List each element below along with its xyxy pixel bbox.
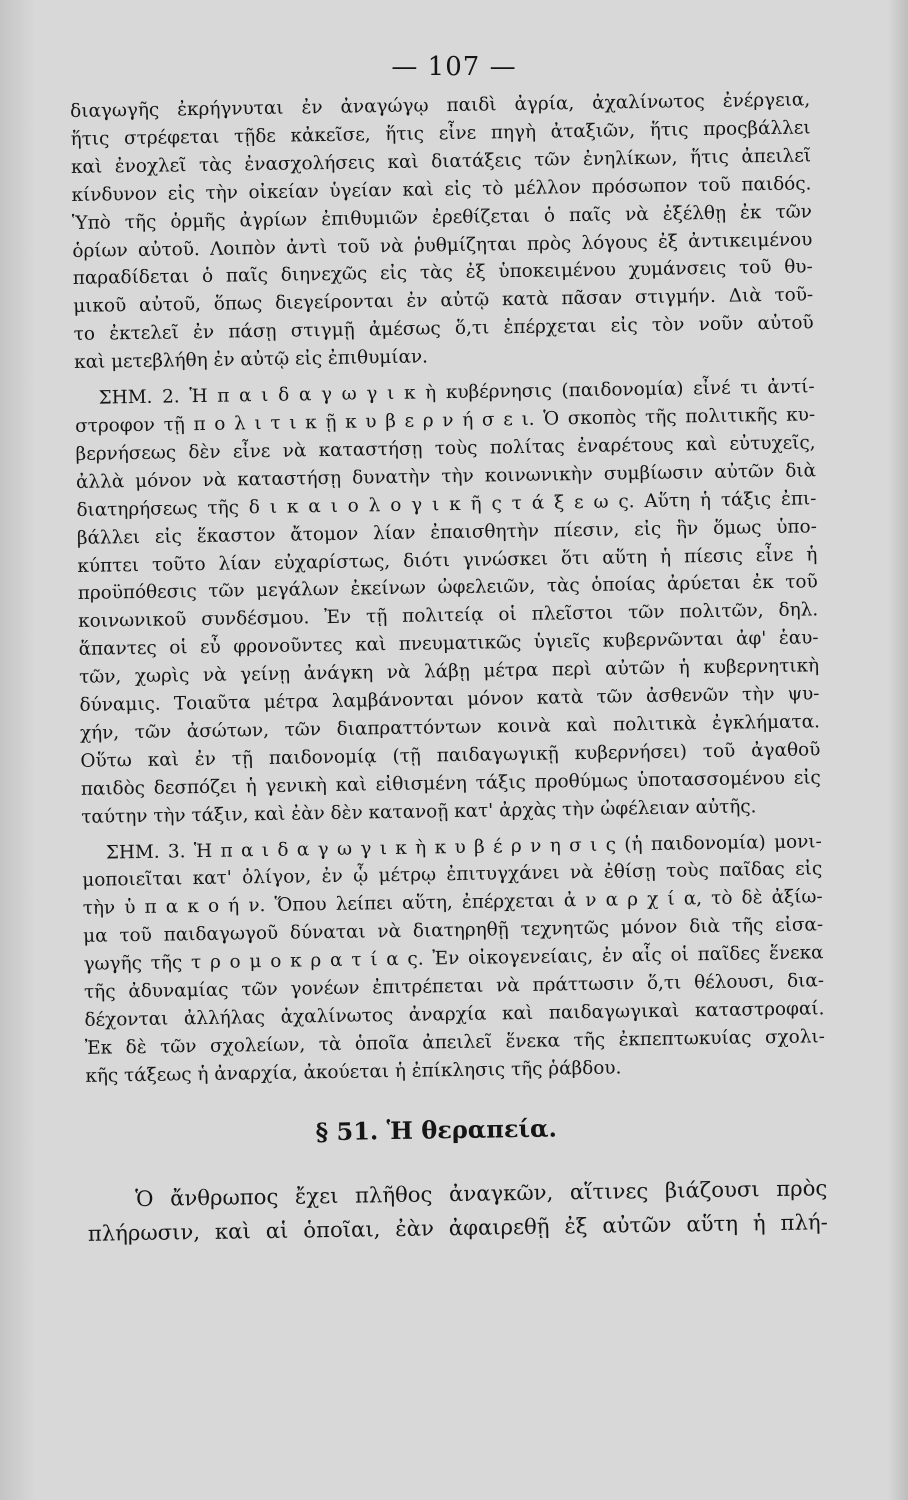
text-line: ἅπαντες οἱ εὖ φρονοῦντες καὶ πνευματικῶς ὑγιεῖς κυβερνῶνται ἀφ' ἑαυ- (78, 627, 819, 661)
text-line: διατηρήσεως τῆς δ ι κ α ι ο λ ο γ ι κ ῆ ς τ ά ξ ε ω ς. Αὕτη ἡ τάξις ἐπι- (76, 488, 817, 521)
text-line: χήν, τῶν ἀσώτων, τῶν διαπραττόντων κοινὰ καὶ πολιτικὰ ἐγκλήματα. (79, 711, 821, 744)
text-line: βερνήσεως δὲν εἶνε νὰ καταστήσῃ τοὺς πολίτας ἐναρέτους καὶ εὐτυχεῖς, (75, 432, 816, 465)
text-line: τῶν, χωρὶς νὰ γείνῃ ἀνάγκη νὰ λάβῃ μέτρα περὶ αὐτῶν ἡ κυβερνητικὴ (78, 655, 820, 689)
text-line: διαγωγῆς ἐκρήγνυται ἐν ἀναγώγῳ παιδὶ ἀγρία, ἀχαλίνωτος ἐνέργεια, (70, 89, 811, 122)
text-line: στροφον τῇ π ο λ ι τ ι κ ῇ κ υ β ε ρ ν ή σ ε ι. Ὁ σκοπὸς τῆς πολιτικῆς κυ- (74, 404, 816, 437)
text-line: κῆς τάξεως ἡ ἀναρχία, ἀκούεται ἡ ἐπίκλησις τῆς ῥάβδου. (85, 1057, 622, 1087)
text-line: δέχονται ἀλλήλας ἀχαλίνωτος ἀναρχία καὶ παιδαγωγικαὶ καταστροφαί. (84, 998, 825, 1031)
text-line: ἀλλὰ μόνον νὰ καταστήσῃ δυνατὴν τὴν κοινωνικὴν συμβίωσιν αὐτῶν διὰ (75, 460, 817, 493)
text-line: μα τοῦ παιδαγωγοῦ δύναται νὰ διατηρηθῇ τεχνητῶς μόνον διὰ τῆς εἰσα- (83, 914, 824, 948)
page-edge-shadow-right (888, 0, 908, 1500)
page-edge-shadow-left (0, 0, 36, 1500)
text-line: ὁρίων αὐτοῦ. Λοιπὸν ἀντὶ τοῦ νὰ ῥυθμίζηται πρὸς λόγους ἐξ ἀντικειμένου (72, 228, 813, 262)
text-line: ταύτην τὴν τάξιν, καὶ ἐὰν δὲν κατανοῇ κατ' ἀρχὰς τὴν ὠφέλειαν αὐτῆς. (81, 795, 757, 828)
text-line: κοινωνικοῦ συνδέσμου. Ἐν τῇ πολιτείᾳ οἱ πλεῖστοι τῶν πολιτῶν, δηλ. (78, 599, 819, 633)
text-line: ΣΗΜ. 2. Ἡ π α ι δ α γ ω γ ι κ ὴ κυβέρνησις (παιδονομία) εἶνέ τι ἀντί- (98, 376, 815, 409)
text-line: βάλλει εἰς ἕκαστον ἄτομον λίαν ἐπαισθητὴν πίεσιν, εἰς ἣν ὅμως ὑπο- (76, 515, 817, 549)
page-number: — 107 — (391, 52, 517, 82)
paragraph-2 (75, 373, 822, 831)
text-line: καὶ μετεβλήθη ἐν αὐτῷ εἰς ἐπιθυμίαν. (73, 346, 429, 374)
text-line: Ὁ ἄνθρωπος ἔχει πλῆθος ἀναγκῶν, αἵτινες βιάζουσι πρὸς (135, 1174, 828, 1211)
text-line: πλήρωσιν, καὶ αἱ ὁποῖαι, ἐὰν ἀφαιρεθῇ ἐξ αὐτῶν αὕτη ἡ πλή- (87, 1208, 828, 1246)
text-line: μοποιεῖται κατ' ὀλίγον, ἐν ᾧ μέτρῳ ἐπιτυγχάνει νὰ ἐθίσῃ τοὺς παῖδας εἰς (82, 858, 823, 892)
text-line: το ἐκτελεῖ ἐν πάσῃ στιγμῇ ἀμέσως ὅ,τι ἐπέρχεται εἰς τὸν νοῦν αὐτοῦ (73, 312, 814, 346)
text-line: γωγῆς τῆς τ ρ ο μ ο κ ρ α τ ί α ς. Ἐν οἰκογενείαις, ἐν αἷς οἱ παῖδες ἕνεκα (83, 942, 824, 976)
text-line: προϋπόθεσις τῶν μεγάλων ἐκείνων ὠφελειῶν, τὰς ὁποίας ἀρύεται ἐκ τοῦ (77, 571, 818, 605)
text-line: καὶ ἐνοχλεῖ τὰς ἐνασχολήσεις καὶ διατάξεις τῶν ἐνηλίκων, ἥτις ἀπειλεῖ (70, 145, 812, 178)
paragraph-4 (87, 1171, 828, 1251)
text-line: δύναμις. Τοιαῦτα μέτρα λαμβάνονται μόνον κατὰ τῶν ἀσθενῶν τὴν ψυ- (79, 683, 820, 716)
text-line: κύπτει τοῦτο λίαν εὐχαρίστως, διότι γινώσκει ὅτι αὕτη ἡ πίεσις εἶνε ἡ (77, 543, 818, 577)
section-heading: § 51. Ἡ θεραπεία. (315, 1113, 558, 1146)
text-line: Ὑπὸ τῆς ὁρμῆς ἀγρίων ἐπιθυμιῶν ἐρεθίζεται ὁ παῖς νὰ ἐξέλθῃ ἐκ τῶν (71, 200, 813, 234)
text-line: παιδὸς δεσπόζει ἡ γενικὴ καὶ εἰθισμένη τάξις προθύμως ὑποτασσομένου εἰς (80, 767, 821, 800)
body-text (70, 86, 828, 1250)
text-line: Οὕτω καὶ ἐν τῇ παιδονομίᾳ (τῇ παιδαγωγικῇ κυβερνήσει) τοῦ ἀγαθοῦ (80, 739, 821, 772)
text-line: παραδίδεται ὁ παῖς διηνεχῶς εἰς τὰς ἐξ ὑποκειμένου χυμάνσεις τοῦ θυ- (72, 256, 813, 290)
text-line: Ἐκ δὲ τῶν σχολείων, τὰ ὁποῖα ἀπειλεῖ ἕνεκα τῆς ἐκπεπτωκυίας σχολι- (84, 1026, 826, 1059)
text-line: ΣΗΜ. 3. Ἡ π α ι δ α γ ω γ ι κ ὴ κ υ β έ ρ ν η σ ι ς (ἡ παιδονομία) μονι- (105, 830, 822, 864)
text-line: τῆς ἀδυναμίας τῶν γονέων ἐπιτρέπεται νὰ πράττωσιν ὅ,τι θέλουσι, δια- (83, 970, 825, 1003)
paragraph-3 (82, 828, 826, 1091)
text-line: τὴν ὑ π α κ ο ή ν. Ὅπου λείπει αὕτη, ἐπέρχεται ἀ ν α ρ χ ί α, τὸ δὲ ἀξίω- (82, 886, 823, 920)
text-line: ἥτις στρέφεται τῇδε κἀκεῖσε, ἥτις εἶνε πηγὴ ἀταξιῶν, ἥτις προςβάλλει (70, 117, 811, 150)
paragraph-1 (70, 86, 814, 377)
text-line: μικοῦ αὐτοῦ, ὅπως διεγείρονται ἐν αὐτῷ κατὰ πᾶσαν στιγμήν. Διὰ τοῦ- (73, 284, 814, 318)
text-line: κίνδυνον εἰς τὴν οἰκείαν ὑγείαν καὶ εἰς τὸ μέλλον πρόσωπον τοῦ παιδός. (71, 173, 812, 206)
